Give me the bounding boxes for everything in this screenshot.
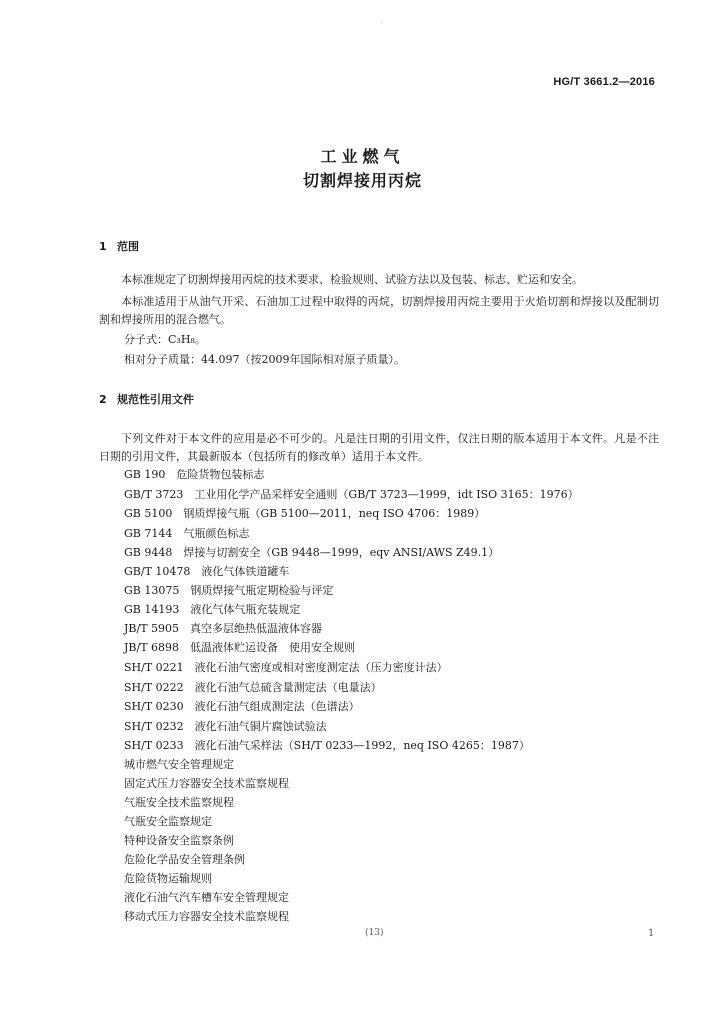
standard-code: HG/T 3661.2—2016 [553, 76, 655, 88]
molecular-mass: 相对分子质量：44.097（按2009年国际相对原子质量）。 [124, 353, 405, 366]
reference-item: GB 7144 气瓶颜色标志 [124, 527, 250, 540]
section-1-number: 1 [99, 240, 107, 253]
reference-item: GB/T 10478 液化气体铁道罐车 [124, 565, 290, 578]
reference-item: 液化石油气汽车槽车安全管理规定 [124, 891, 289, 904]
section-1-heading [99, 238, 139, 254]
reference-item: GB 5100 钢质焊接气瓶（GB 5100—2011，neq ISO 4706：1989） [124, 507, 486, 520]
document-title-line1: 工业燃气 [320, 147, 405, 166]
reference-item: 气瓶安全技术监察规程 [124, 796, 234, 809]
page-number: 1 [648, 928, 655, 939]
reference-item: GB 13075 钢质焊接气瓶定期检验与评定 [124, 584, 334, 597]
footer-sequence: (13) [365, 928, 384, 938]
reference-item: JB/T 6898 低温液体贮运设备 使用安全规则 [124, 641, 356, 654]
reference-item: 移动式压力容器安全技术监察规程 [124, 910, 289, 923]
reference-item: 城市燃气安全管理规定 [124, 758, 234, 771]
document-title-line2: 切割焊接用丙烷 [302, 171, 422, 190]
scope-paragraph-1: 本标准规定了切割焊接用丙烷的技术要求、检验规则、试验方法以及包装、标志、贮运和安全。 [121, 273, 583, 286]
reference-item: 特种设备安全监察条例 [124, 834, 234, 847]
reference-item: SH/T 0230 液化石油气组成测定法（色谱法） [124, 700, 360, 713]
reference-item: 危险化学品安全管理条例 [124, 853, 245, 866]
references-intro: 下列文件对于本文件的应用是必不可少的。凡是注日期的引用文件，仅注日期的版本适用于本文件。凡是不注日期的引用文件，其最新版本（包括所有的修改单）适用于本文件。 [99, 432, 659, 463]
reference-item: GB 190 危险货物包装标志 [124, 468, 265, 481]
reference-item: GB/T 3723 工业用化学产品采样安全通则（GB/T 3723—1999，idt ISO 3165：1976） [124, 488, 579, 501]
reference-item: 危险货物运输规则 [124, 872, 212, 885]
section-2-heading [99, 391, 194, 407]
reference-item: JB/T 5905 真空多层绝热低温液体容器 [124, 622, 323, 635]
section-2-number: 2 [99, 393, 107, 406]
reference-item: SH/T 0221 液化石油气密度或相对密度测定法（压力密度计法） [124, 661, 448, 674]
reference-item: 气瓶安全监察规定 [124, 815, 212, 828]
reference-item: 固定式压力容器安全技术监察规程 [124, 777, 289, 790]
reference-item: SH/T 0232 液化石油气铜片腐蚀试验法 [124, 720, 327, 733]
reference-item: SH/T 0222 液化石油气总硫含量测定法（电量法） [124, 681, 382, 694]
reference-item: GB 14193 液化气体气瓶充装规定 [124, 603, 301, 616]
top-mark: · [381, 18, 384, 27]
section-2-title: 规范性引用文件 [117, 393, 194, 406]
molecular-formula: 分子式：C₃H₈。 [124, 333, 206, 346]
reference-item: SH/T 0233 液化石油气采样法（SH/T 0233—1992，neq ISO 4265：1987） [124, 739, 530, 752]
reference-item: GB 9448 焊接与切割安全（GB 9448—1999，eqv ANSI/AWS Z49.1） [124, 546, 500, 559]
section-1-title: 范围 [117, 240, 139, 253]
scope-paragraph-2: 本标准适用于从油气开采、石油加工过程中取得的丙烷，切割焊接用丙烷主要用于火焰切割和焊接以及配制切割和焊接所用的混合燃气。 [99, 295, 659, 326]
